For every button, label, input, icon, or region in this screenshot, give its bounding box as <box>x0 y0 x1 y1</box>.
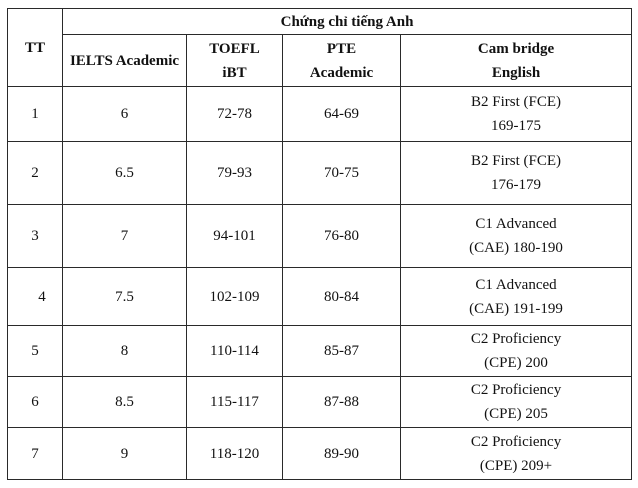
cell-toefl: 102-109 <box>187 268 283 326</box>
table-row <box>8 142 632 205</box>
cell-cambridge-line-1: C1 Advanced <box>475 216 557 232</box>
cell-ielts: 8.5 <box>63 377 187 428</box>
cell-toefl: 110-114 <box>187 326 283 377</box>
cell-cambridge <box>401 87 632 142</box>
cell-pte: 76-80 <box>283 205 401 268</box>
table-row <box>8 326 632 377</box>
header-ielts <box>63 35 187 87</box>
cell-cambridge-line-1: C1 Advanced <box>475 276 557 293</box>
cell-ielts: 8 <box>63 326 187 377</box>
table-row <box>8 87 632 142</box>
cell-cambridge <box>401 142 632 205</box>
cell-pte: 80-84 <box>283 268 401 326</box>
cell-pte: 89-90 <box>283 428 401 480</box>
cell-cambridge-line-2: (CAE) 191-199 <box>469 300 563 317</box>
cell-cambridge <box>401 205 632 268</box>
cell-ielts: 7.5 <box>63 268 187 326</box>
cell-pte: 64-69 <box>283 87 401 142</box>
header-row-columns <box>8 35 632 87</box>
cell-tt: 4 <box>8 268 63 326</box>
header-toefl-line-2: iBT <box>222 64 247 81</box>
cell-cambridge-line-2: 176-179 <box>491 177 542 193</box>
table-row <box>8 377 632 428</box>
cell-pte: 70-75 <box>283 142 401 205</box>
cell-cambridge-line-1: B2 First (FCE) <box>471 94 562 110</box>
cell-tt: 7 <box>8 428 63 480</box>
cell-cambridge-line-2: (CAE) 180-190 <box>469 240 563 256</box>
english-certificate-table <box>7 8 632 480</box>
cell-tt: 2 <box>8 142 63 205</box>
cell-tt: 6 <box>8 377 63 428</box>
cell-tt: 1 <box>8 87 63 142</box>
cell-cambridge <box>401 268 632 326</box>
cell-toefl: 72-78 <box>187 87 283 142</box>
cell-cambridge-line-1: C2 Proficiency <box>470 433 562 450</box>
header-cambridge-line-1: Cam bridge <box>477 40 555 57</box>
header-cambridge-line-2: English <box>491 64 541 81</box>
cell-cambridge-line-2: (CPE) 205 <box>484 406 548 422</box>
cell-cambridge-line-2: (CPE) 209+ <box>479 457 553 474</box>
cell-cambridge <box>401 428 632 480</box>
header-toefl <box>187 35 283 87</box>
header-cambridge <box>401 35 632 87</box>
table-row <box>8 428 632 480</box>
cell-cambridge-line-1: C2 Proficiency <box>470 331 562 347</box>
cell-toefl: 94-101 <box>187 205 283 268</box>
cell-pte: 87-88 <box>283 377 401 428</box>
cell-ielts: 6.5 <box>63 142 187 205</box>
cell-tt: 5 <box>8 326 63 377</box>
cell-ielts: 6 <box>63 87 187 142</box>
header-pte-line-2: Academic <box>309 64 374 81</box>
cell-toefl: 79-93 <box>187 142 283 205</box>
header-pte <box>283 35 401 87</box>
cell-pte: 85-87 <box>283 326 401 377</box>
cell-ielts: 9 <box>63 428 187 480</box>
cell-ielts: 7 <box>63 205 187 268</box>
cell-cambridge-line-2: (CPE) 200 <box>484 355 548 371</box>
header-row-group <box>8 9 632 35</box>
cell-toefl: 118-120 <box>187 428 283 480</box>
header-pte-line-1: PTE <box>326 40 357 57</box>
header-group-certificates: Chứng chỉ tiếng Anh <box>63 9 632 35</box>
cell-toefl: 115-117 <box>187 377 283 428</box>
cell-cambridge <box>401 377 632 428</box>
table-row <box>8 205 632 268</box>
header-ielts-line: IELTS Academic <box>69 52 180 69</box>
cell-cambridge-line-1: B2 First (FCE) <box>471 153 562 169</box>
cell-cambridge-line-2: 169-175 <box>491 118 542 134</box>
cell-cambridge-line-1: C2 Proficiency <box>470 382 562 398</box>
cell-tt: 3 <box>8 205 63 268</box>
header-tt: TT <box>8 9 63 87</box>
cell-cambridge <box>401 326 632 377</box>
table-row <box>8 268 632 326</box>
header-toefl-line-1: TOEFL <box>209 40 260 57</box>
